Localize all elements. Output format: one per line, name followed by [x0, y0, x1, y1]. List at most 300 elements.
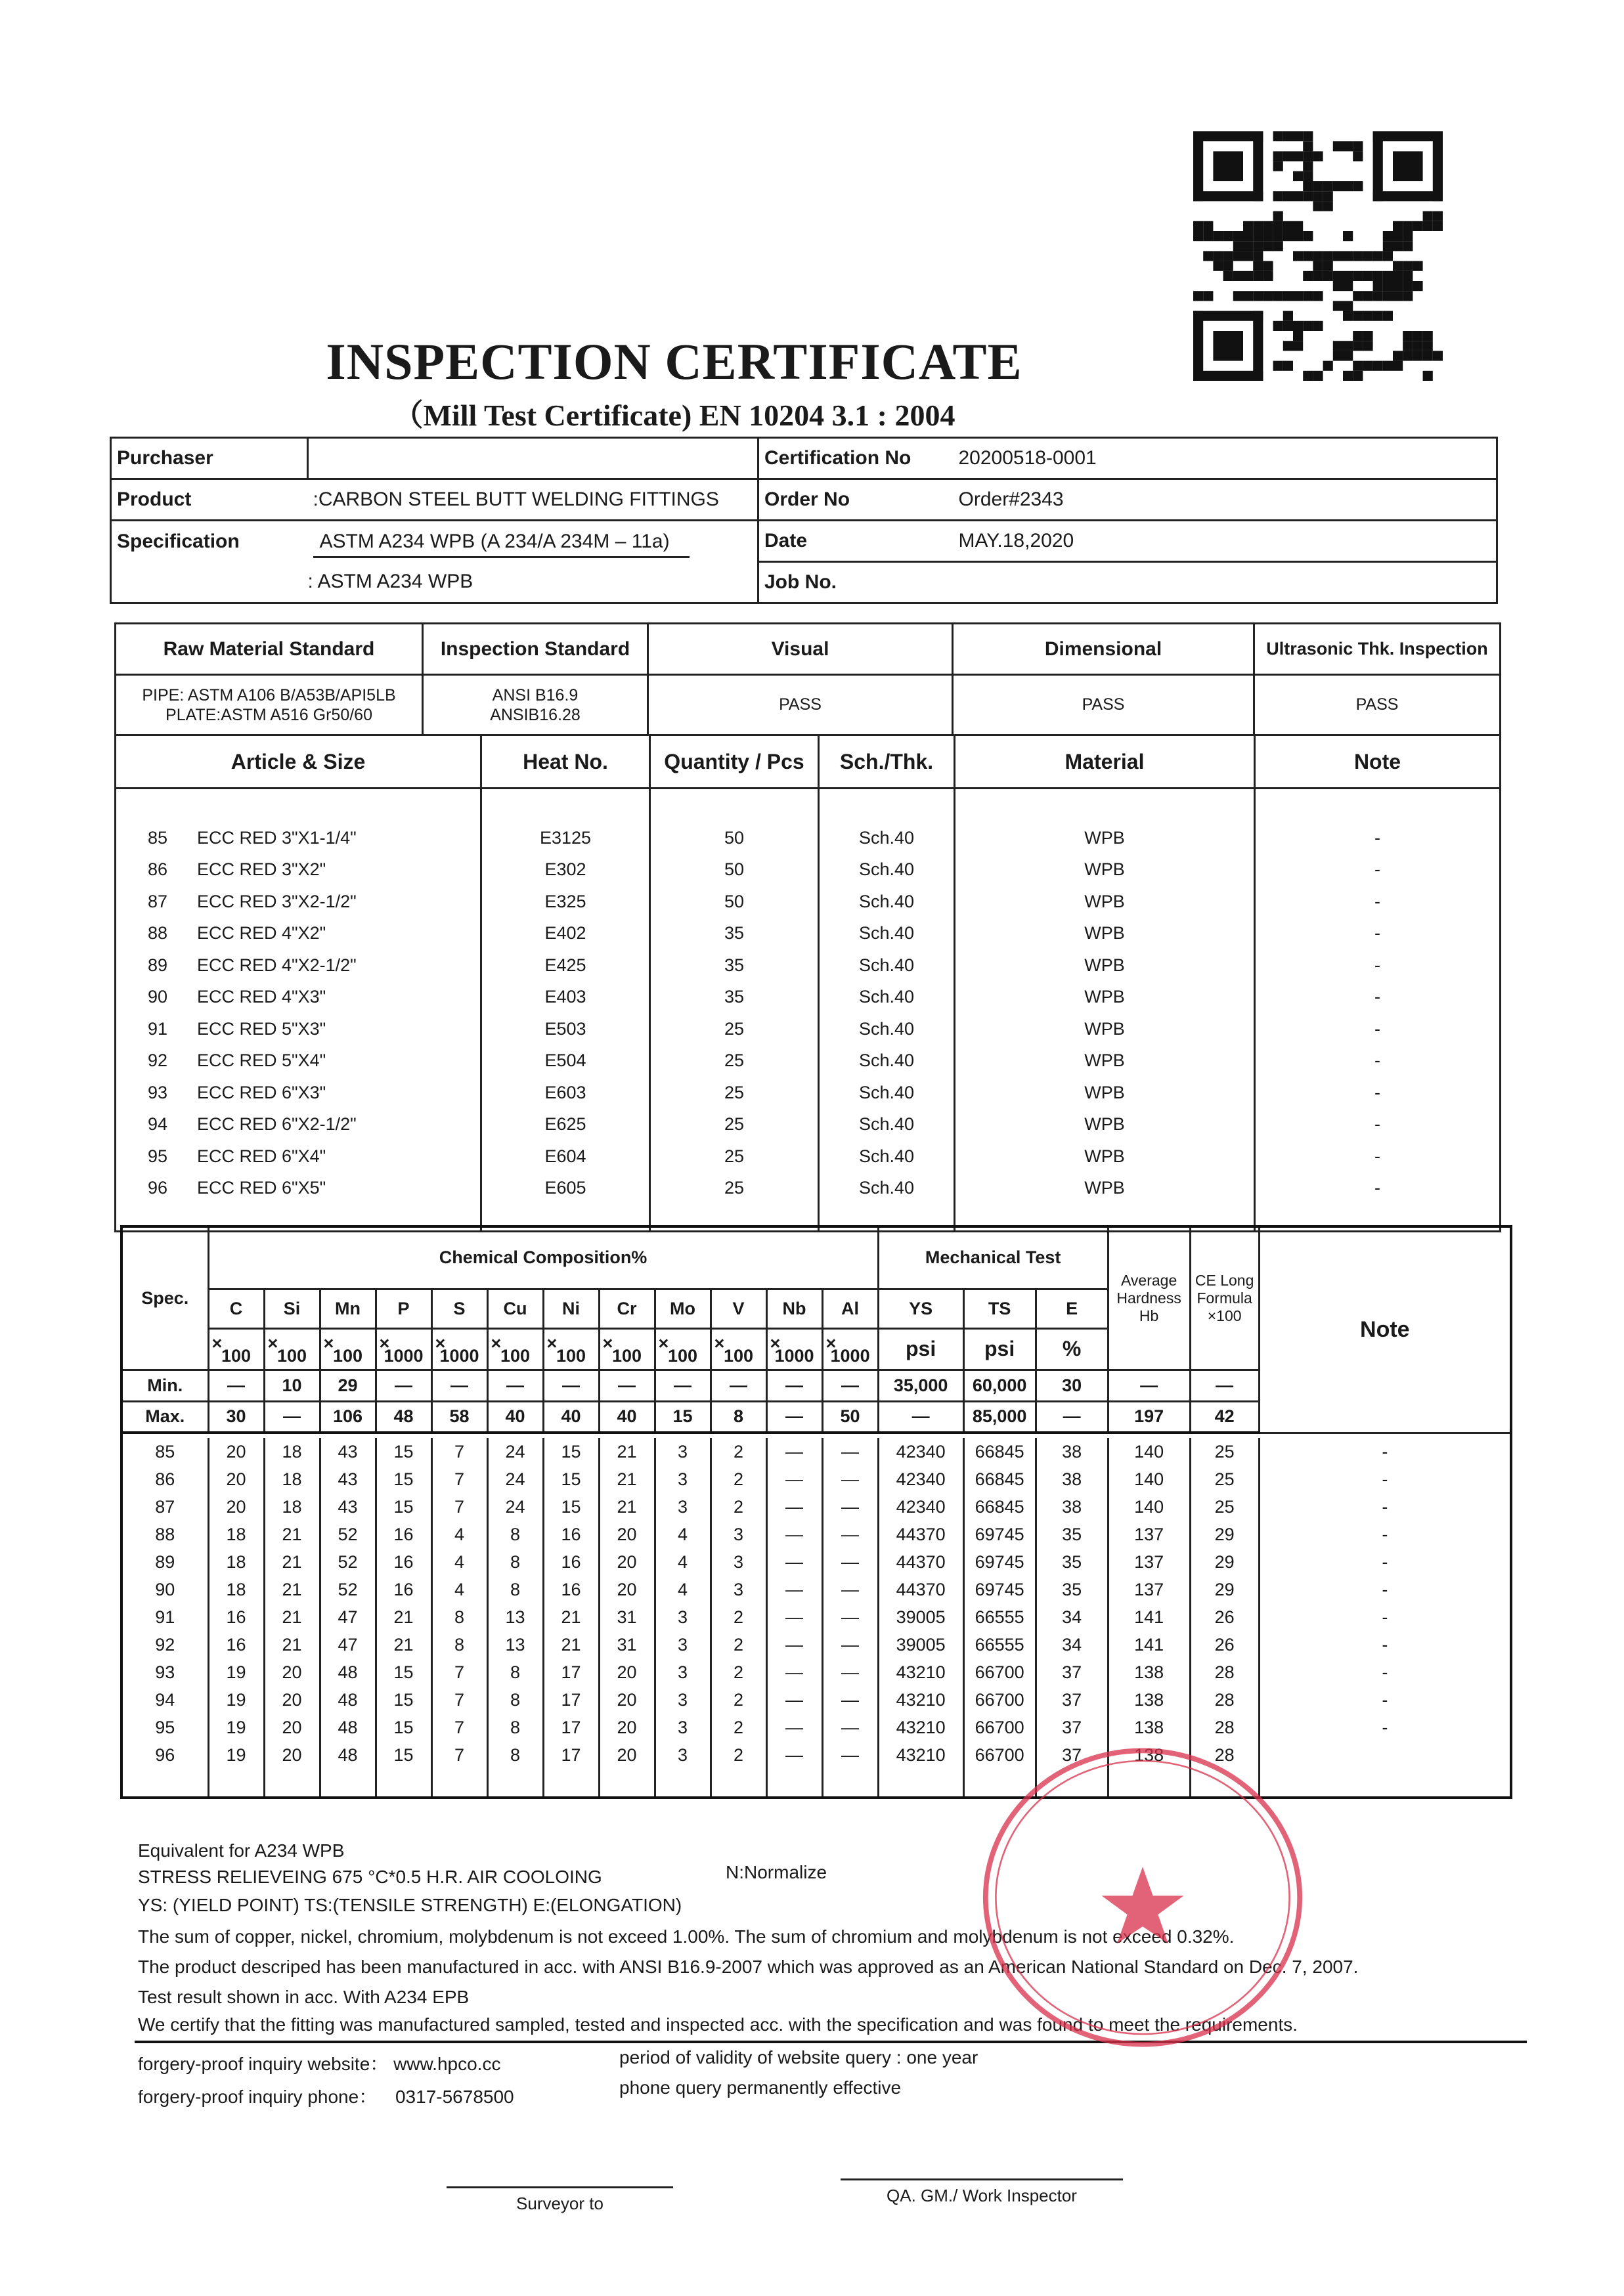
article-note: - [1255, 1173, 1501, 1205]
chem-value: 20 [599, 1714, 655, 1741]
chem-value: 21 [264, 1576, 320, 1603]
chem-value: 25 [1190, 1493, 1259, 1521]
chem-value: 47 [320, 1631, 376, 1658]
certification-no-label: Certification No [758, 438, 954, 479]
chem-value: 20 [264, 1741, 320, 1769]
sum-note: The sum of copper, nickel, chromium, molybdenum is not exceed 1.00%. The sum of chromium and molybdenum is not exceed 0.32%. [138, 1926, 1235, 1947]
chem-value: 66700 [963, 1714, 1036, 1741]
chemical-mechanical-table [120, 1225, 1512, 1799]
chem-value: 35 [1036, 1521, 1108, 1548]
article-row [116, 1077, 1501, 1109]
purchaser-value [308, 438, 758, 479]
chem-value: 20 [208, 1493, 264, 1521]
chem-value: 16 [543, 1576, 599, 1603]
chem-value: 17 [543, 1658, 599, 1686]
stress-relieving-note: STRESS RELIEVEING 675 °C*0.5 H.R. AIR COOLOING [138, 1867, 602, 1887]
chem-value: 25 [1190, 1465, 1259, 1493]
chem-value: 3 [711, 1576, 766, 1603]
article-note: - [1255, 949, 1501, 982]
max-value: 8 [711, 1401, 766, 1433]
multiplier: × 100 [208, 1328, 264, 1370]
max-value: 48 [376, 1401, 431, 1433]
article-qty: 25 [650, 1077, 819, 1109]
specification-value-2: : ASTM A234 WPB [308, 562, 758, 603]
chem-value: 42340 [878, 1493, 963, 1521]
chem-value: 19 [208, 1714, 264, 1741]
surveyor-label: Surveyor to [516, 2194, 604, 2213]
chem-value: 137 [1108, 1521, 1190, 1548]
article-size: ECC RED 3"X2" [197, 859, 326, 880]
chem-spec: 89 [121, 1548, 208, 1576]
article-material: WPB [955, 949, 1255, 982]
element-Ni: Ni [543, 1289, 599, 1328]
article-material: WPB [955, 918, 1255, 950]
chem-value: — [766, 1741, 822, 1769]
chem-value: 15 [543, 1493, 599, 1521]
article-material: WPB [955, 1109, 1255, 1141]
chem-value: 3 [655, 1603, 711, 1631]
chem-value: 138 [1108, 1686, 1190, 1714]
purchaser-label: Purchaser [111, 438, 308, 479]
mech-YS: YS [878, 1289, 963, 1328]
raw-material-plate: PLATE:ASTM A516 Gr50/60 [165, 705, 372, 724]
chem-value: 20 [599, 1521, 655, 1548]
chem-value: 69745 [963, 1548, 1036, 1576]
ultrasonic-header: Ultrasonic Thk. Inspection [1254, 624, 1501, 675]
max-value: — [1036, 1401, 1108, 1433]
chem-value: 29 [1190, 1548, 1259, 1576]
chem-value: 3 [711, 1521, 766, 1548]
mech-TS: TS [963, 1289, 1036, 1328]
document-subtitle: （Mill Test Certificate) EN 10204 3.1 : 2004 [393, 399, 955, 432]
multiplier: × 100 [599, 1328, 655, 1370]
article-size: ECC RED 6"X2-1/2" [197, 1114, 357, 1135]
chem-value: 7 [431, 1465, 487, 1493]
chem-value: 26 [1190, 1603, 1259, 1631]
chem-value: 19 [208, 1741, 264, 1769]
chem-value: 3 [655, 1465, 711, 1493]
article-sch: Sch.40 [819, 822, 955, 854]
chem-value: — [766, 1493, 822, 1521]
article-sch: Sch.40 [819, 854, 955, 886]
chem-spec: 85 [121, 1438, 208, 1465]
article-qty: 25 [650, 1013, 819, 1045]
max-value: 197 [1108, 1401, 1190, 1433]
max-label: Max. [121, 1401, 208, 1433]
article-qty: 25 [650, 1173, 819, 1205]
chem-value: 28 [1190, 1686, 1259, 1714]
raw-material-pipe: PIPE: ASTM A106 B/A53B/API5LB [142, 685, 396, 704]
unit: % [1036, 1328, 1108, 1370]
article-no: 96 [148, 1178, 168, 1198]
min-label: Min. [121, 1370, 208, 1401]
article-row [116, 1140, 1501, 1173]
article-qty: 35 [650, 949, 819, 982]
min-value: — [822, 1370, 878, 1401]
min-value: — [599, 1370, 655, 1401]
article-note: - [1255, 822, 1501, 854]
chem-value: 3 [655, 1741, 711, 1769]
chem-value: 21 [599, 1465, 655, 1493]
chemical-composition-header: Chemical Composition% [208, 1226, 878, 1289]
unit: psi [878, 1328, 963, 1370]
article-qty: 35 [650, 982, 819, 1014]
chem-value: — [766, 1438, 822, 1465]
min-value: — [208, 1370, 264, 1401]
chem-row [121, 1658, 1511, 1686]
max-value: 40 [543, 1401, 599, 1433]
chem-value: 38 [1036, 1465, 1108, 1493]
chem-value: 29 [1190, 1576, 1259, 1603]
chem-value: 17 [543, 1741, 599, 1769]
chem-value: 43210 [878, 1741, 963, 1769]
chem-value: 37 [1036, 1658, 1108, 1686]
chem-value: 4 [655, 1576, 711, 1603]
min-value: 60,000 [963, 1370, 1036, 1401]
chem-value: — [766, 1686, 822, 1714]
chem-value: 18 [208, 1576, 264, 1603]
article-heat: E625 [481, 1109, 650, 1141]
article-sch: Sch.40 [819, 1109, 955, 1141]
chem-value: 20 [208, 1465, 264, 1493]
chem-row [121, 1686, 1511, 1714]
min-value: 10 [264, 1370, 320, 1401]
max-value: 58 [431, 1401, 487, 1433]
multiplier: × 100 [711, 1328, 766, 1370]
chem-value: 137 [1108, 1576, 1190, 1603]
chem-value: 138 [1108, 1741, 1190, 1769]
chem-value: — [766, 1465, 822, 1493]
chem-row [121, 1548, 1511, 1576]
article-sch: Sch.40 [819, 1045, 955, 1077]
multiplier: × 1000 [376, 1328, 431, 1370]
chem-value: 35 [1036, 1576, 1108, 1603]
hardness-header: Average Hardness Hb [1108, 1226, 1190, 1370]
inspection-standard-header: Inspection Standard [423, 624, 648, 675]
chem-value: — [822, 1521, 878, 1548]
article-sch: Sch.40 [819, 918, 955, 950]
chem-value: 43210 [878, 1714, 963, 1741]
chem-value: 8 [487, 1548, 543, 1576]
article-no: 85 [148, 827, 168, 848]
article-header-0: Article & Size [116, 735, 481, 789]
dimensional-result: PASS [953, 675, 1254, 735]
chem-value: - [1259, 1438, 1511, 1465]
article-material: WPB [955, 822, 1255, 854]
chem-value: - [1259, 1658, 1511, 1686]
article-row [116, 1045, 1501, 1077]
chem-row [121, 1465, 1511, 1493]
chem-value: - [1259, 1576, 1511, 1603]
article-row [116, 949, 1501, 982]
ultrasonic-result: PASS [1254, 675, 1501, 735]
specification-label: Specification [111, 521, 308, 562]
ce-header: CE Long Formula ×100 [1190, 1226, 1259, 1370]
chem-value: 34 [1036, 1631, 1108, 1658]
max-value: 15 [655, 1401, 711, 1433]
article-header-5: Note [1255, 735, 1501, 789]
article-heat: E425 [481, 949, 650, 982]
chem-value: 21 [543, 1631, 599, 1658]
chem-spec: 92 [121, 1631, 208, 1658]
chem-row [121, 1603, 1511, 1631]
max-value: — [878, 1401, 963, 1433]
chem-value: 43 [320, 1465, 376, 1493]
chem-value: 48 [320, 1714, 376, 1741]
chem-value: 31 [599, 1603, 655, 1631]
article-note: - [1255, 1013, 1501, 1045]
article-sch: Sch.40 [819, 1140, 955, 1173]
chem-value: 15 [376, 1741, 431, 1769]
article-row [116, 1013, 1501, 1045]
chem-value: 18 [208, 1548, 264, 1576]
min-value: — [431, 1370, 487, 1401]
chem-value: 66700 [963, 1658, 1036, 1686]
max-value: 40 [599, 1401, 655, 1433]
article-material: WPB [955, 886, 1255, 918]
chem-value: 48 [320, 1741, 376, 1769]
article-heat: E603 [481, 1077, 650, 1109]
chem-value: 20 [264, 1658, 320, 1686]
chem-value: 4 [655, 1521, 711, 1548]
element-Cu: Cu [487, 1289, 543, 1328]
element-P: P [376, 1289, 431, 1328]
chem-value: 69745 [963, 1521, 1036, 1548]
surveyor-signature-line [447, 2186, 673, 2214]
article-heat: E403 [481, 982, 650, 1014]
chem-value: 31 [599, 1631, 655, 1658]
article-heat: E402 [481, 918, 650, 950]
chem-value: 43210 [878, 1686, 963, 1714]
visual-result: PASS [648, 675, 953, 735]
article-no: 88 [148, 923, 168, 943]
chem-spec: 95 [121, 1714, 208, 1741]
multiplier: × 1000 [822, 1328, 878, 1370]
article-no: 95 [148, 1146, 168, 1166]
article-qty: 50 [650, 822, 819, 854]
article-size: ECC RED 4"X2-1/2" [197, 955, 357, 975]
chem-value: 16 [208, 1603, 264, 1631]
chem-value: — [766, 1658, 822, 1686]
chem-value: — [822, 1438, 878, 1465]
article-header-1: Heat No. [481, 735, 650, 789]
chem-value: 15 [376, 1686, 431, 1714]
article-note: - [1255, 1077, 1501, 1109]
article-note: - [1255, 1140, 1501, 1173]
chem-value: 17 [543, 1686, 599, 1714]
chem-value: 8 [487, 1658, 543, 1686]
certification-no-value: 20200518-0001 [954, 438, 1497, 479]
article-note: - [1255, 918, 1501, 950]
chem-value: 20 [264, 1686, 320, 1714]
article-no: 87 [148, 891, 168, 911]
article-size: ECC RED 6"X5" [197, 1178, 326, 1198]
article-header-3: Sch./Thk. [819, 735, 955, 789]
article-size: ECC RED 3"X1-1/4" [197, 827, 357, 848]
chem-value: 2 [711, 1714, 766, 1741]
article-no: 91 [148, 1018, 168, 1039]
chem-value: 21 [264, 1548, 320, 1576]
chem-value: 3 [655, 1438, 711, 1465]
chem-value: 28 [1190, 1741, 1259, 1769]
chem-spec: 88 [121, 1521, 208, 1548]
chem-value: 19 [208, 1686, 264, 1714]
chem-value: 18 [264, 1465, 320, 1493]
chem-row [121, 1438, 1511, 1465]
chem-value: 20 [599, 1658, 655, 1686]
website-link[interactable]: www.hpco.cc [393, 2054, 501, 2074]
chem-value: 43210 [878, 1658, 963, 1686]
element-Cr: Cr [599, 1289, 655, 1328]
chem-value: 15 [376, 1438, 431, 1465]
chem-value: 3 [655, 1714, 711, 1741]
chem-value: 2 [711, 1631, 766, 1658]
article-material: WPB [955, 1013, 1255, 1045]
phone-label: forgery-proof inquiry phone： [138, 2087, 378, 2107]
article-heat: E503 [481, 1013, 650, 1045]
max-value: 50 [822, 1401, 878, 1433]
chem-value: 37 [1036, 1686, 1108, 1714]
chem-value: 18 [264, 1493, 320, 1521]
min-value: — [1190, 1370, 1259, 1401]
chem-value: 7 [431, 1741, 487, 1769]
chem-value: 16 [376, 1548, 431, 1576]
chem-value: — [822, 1465, 878, 1493]
article-qty: 35 [650, 918, 819, 950]
chem-value: 2 [711, 1493, 766, 1521]
multiplier: × 100 [264, 1328, 320, 1370]
chem-value: 38 [1036, 1438, 1108, 1465]
article-header-4: Material [955, 735, 1255, 789]
max-value: — [264, 1401, 320, 1433]
product-value: :CARBON STEEL BUTT WELDING FITTINGS [308, 479, 758, 521]
footer-divider [135, 2041, 1527, 2043]
chem-value: 141 [1108, 1631, 1190, 1658]
chem-value: 7 [431, 1686, 487, 1714]
article-size: ECC RED 6"X3" [197, 1082, 326, 1102]
article-material: WPB [955, 982, 1255, 1014]
chem-value: 20 [599, 1576, 655, 1603]
chem-value: 21 [376, 1603, 431, 1631]
element-C: C [208, 1289, 264, 1328]
chem-value: 137 [1108, 1548, 1190, 1576]
article-size: ECC RED 6"X4" [197, 1146, 326, 1166]
article-note: - [1255, 1045, 1501, 1077]
max-value: 42 [1190, 1401, 1259, 1433]
article-heat: E302 [481, 854, 650, 886]
article-row [116, 1173, 1501, 1205]
chem-value: 8 [431, 1603, 487, 1631]
chem-spec: 94 [121, 1686, 208, 1714]
chem-value: — [766, 1631, 822, 1658]
min-value: 30 [1036, 1370, 1108, 1401]
article-no: 90 [148, 987, 168, 1007]
chem-value: 20 [208, 1438, 264, 1465]
chem-value: 20 [599, 1548, 655, 1576]
article-sch: Sch.40 [819, 1173, 955, 1205]
chem-value: 24 [487, 1493, 543, 1521]
chem-value: 21 [599, 1493, 655, 1521]
chem-value: 34 [1036, 1603, 1108, 1631]
chem-value: 18 [264, 1438, 320, 1465]
chem-value: 15 [376, 1465, 431, 1493]
article-note: - [1255, 982, 1501, 1014]
chem-value: 42340 [878, 1438, 963, 1465]
chem-value: 138 [1108, 1658, 1190, 1686]
star-icon [1102, 1867, 1184, 1943]
chem-value: — [766, 1603, 822, 1631]
chem-value: — [822, 1741, 878, 1769]
article-size: ECC RED 3"X2-1/2" [197, 891, 357, 911]
min-value: — [766, 1370, 822, 1401]
chem-value: — [766, 1714, 822, 1741]
chem-value: 15 [376, 1658, 431, 1686]
chem-value: - [1259, 1493, 1511, 1521]
article-note: - [1255, 886, 1501, 918]
chem-value: 66845 [963, 1438, 1036, 1465]
article-material: WPB [955, 1077, 1255, 1109]
element-S: S [431, 1289, 487, 1328]
spec-header: Spec. [121, 1226, 208, 1370]
chem-value: 3 [655, 1658, 711, 1686]
article-heat: E325 [481, 886, 650, 918]
multiplier: × 1000 [766, 1328, 822, 1370]
chem-value: 52 [320, 1521, 376, 1548]
chem-value: 15 [376, 1493, 431, 1521]
article-no: 92 [148, 1051, 168, 1071]
chem-value: 66555 [963, 1603, 1036, 1631]
chem-value: 47 [320, 1603, 376, 1631]
chem-spec: 96 [121, 1741, 208, 1769]
chem-value: — [766, 1576, 822, 1603]
chem-value: - [1259, 1686, 1511, 1714]
chem-value: 39005 [878, 1631, 963, 1658]
chem-value: — [822, 1686, 878, 1714]
chem-value: — [822, 1576, 878, 1603]
max-value: 106 [320, 1401, 376, 1433]
chem-value: 8 [431, 1631, 487, 1658]
chem-value: 16 [543, 1521, 599, 1548]
article-row [116, 886, 1501, 918]
article-row [116, 918, 1501, 950]
chem-value: 3 [655, 1686, 711, 1714]
chem-value: 44370 [878, 1548, 963, 1576]
chem-value: - [1259, 1465, 1511, 1493]
chem-value: 25 [1190, 1438, 1259, 1465]
max-value: 40 [487, 1401, 543, 1433]
max-value: 85,000 [963, 1401, 1036, 1433]
min-value: — [487, 1370, 543, 1401]
chem-value: 38 [1036, 1493, 1108, 1521]
phone-query-note: phone query permanently effective [619, 2077, 902, 2098]
company-seal-stamp [972, 1727, 1313, 2068]
chem-row [121, 1521, 1511, 1548]
normalize-note: N:Normalize [726, 1862, 827, 1882]
chem-value: - [1259, 1714, 1511, 1741]
chem-value: - [1259, 1631, 1511, 1658]
article-no: 86 [148, 859, 168, 880]
chem-value: 2 [711, 1741, 766, 1769]
chem-value: 4 [431, 1576, 487, 1603]
chem-value: 8 [487, 1741, 543, 1769]
multiplier: × 100 [320, 1328, 376, 1370]
chem-value: 20 [264, 1714, 320, 1741]
document-title: INSPECTION CERTIFICATE [326, 333, 1022, 390]
article-row [116, 982, 1501, 1014]
inspection-standard-2: ANSIB16.28 [490, 705, 581, 724]
chem-value: 20 [599, 1686, 655, 1714]
min-value: — [711, 1370, 766, 1401]
